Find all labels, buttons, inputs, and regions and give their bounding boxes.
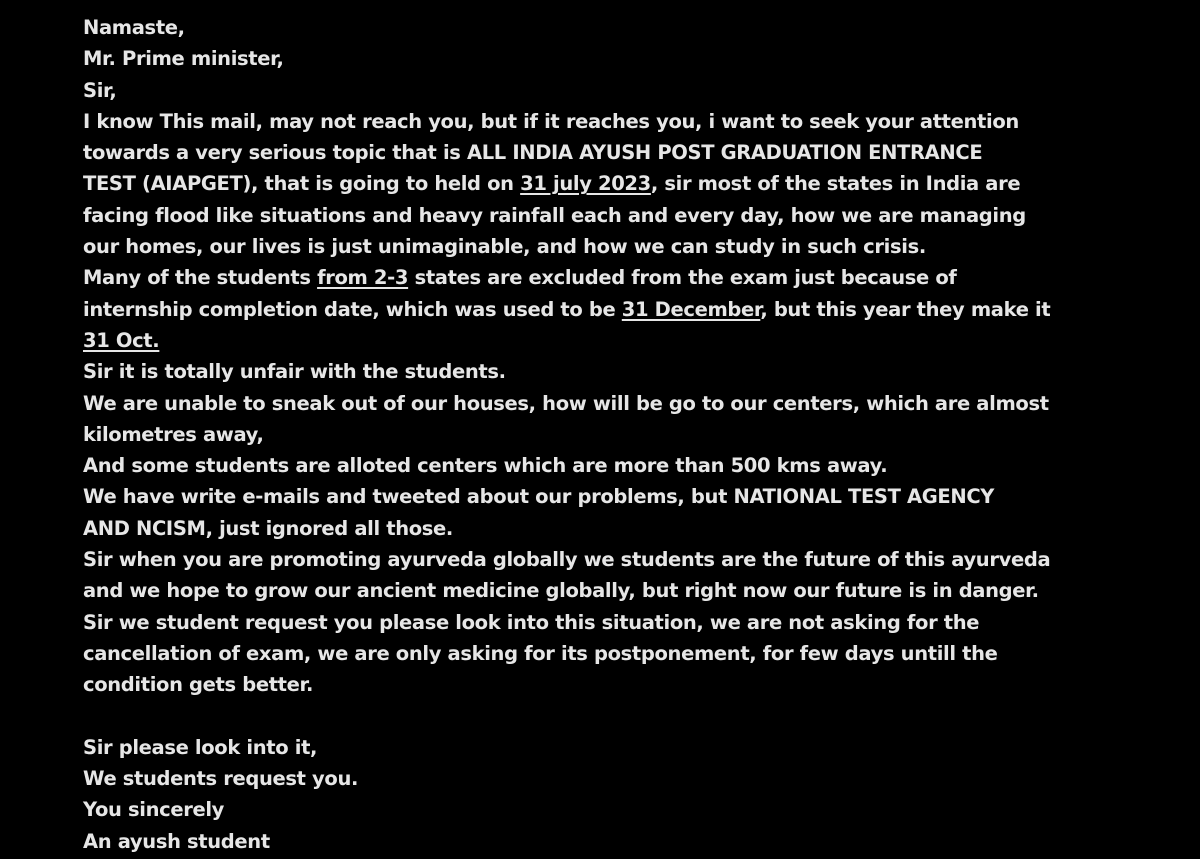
date-link-exam[interactable]: 31 july 2023 [520,172,651,196]
paragraph-2-line-3 [83,325,1183,356]
closing-line-1: Sir please look into it, [83,735,318,759]
paragraph-7-line-1: Sir when you are promoting ayurveda globally we students are the future of this ayurveda [83,548,1051,572]
honorific: Sir, [83,78,117,102]
text: states are excluded from the exam just because of [408,266,957,290]
paragraph-4-line-1: We are unable to sneak out of our houses, how will be go to our centers, which are almost [83,391,1049,415]
text: internship completion date, which was used to be [83,297,622,321]
paragraph-2-line-2 [83,294,1183,325]
text: , sir most of the states in India are [650,172,1021,196]
text: Many of the students [83,266,318,290]
date-link-december[interactable]: 31 December [621,297,761,321]
paragraph-1-line-3 [83,168,1183,199]
text: , but this year they make it [760,297,1051,321]
closing-line-2: We students request you. [83,767,359,791]
date-link-october[interactable]: 31 Oct. [83,328,160,352]
paragraph-1-line-5: our homes, our lives is just unimaginable, and how we can study in such crisis. [83,235,926,259]
text: TEST (AIAPGET), that is going to held on [83,172,521,196]
addressee: Mr. Prime minister, [83,47,284,71]
signature: An ayush student [83,829,270,853]
paragraph-1-line-1: I know This mail, may not reach you, but if it reaches you, i want to seek your attention [83,109,1019,133]
paragraph-8-line-1: Sir we student request you please look into this situation, we are not asking for the [83,610,980,634]
paragraph-8-line-3: condition gets better. [83,673,314,697]
paragraph-3: Sir it is totally unfair with the students. [83,360,506,384]
paragraph-2-line-1 [83,262,1183,293]
letter-body [83,12,1183,857]
paragraph-4-line-2: kilometres away, [83,422,264,446]
closing-line-3: You sincerely [83,798,225,822]
paragraph-5: And some students are alloted centers which are more than 500 kms away. [83,454,888,478]
paragraph-6-line-1: We have write e-mails and tweeted about our problems, but NATIONAL TEST AGENCY [83,485,995,509]
spacer [83,701,1183,732]
paragraph-1-line-2: towards a very serious topic that is ALL INDIA AYUSH POST GRADUATION ENTRANCE [83,141,983,165]
paragraph-8-line-2: cancellation of exam, we are only asking for its postponement, for few days untill the [83,641,998,665]
salutation: Namaste, [83,16,185,39]
number-link[interactable]: from 2-3 [317,266,409,290]
paragraph-6-line-2: AND NCISM, just ignored all those. [83,516,453,540]
paragraph-7-line-2: and we hope to grow our ancient medicine globally, but right now our future is in danger. [83,579,1039,603]
paragraph-1-line-4: facing flood like situations and heavy rainfall each and every day, how we are managing [83,203,1026,227]
